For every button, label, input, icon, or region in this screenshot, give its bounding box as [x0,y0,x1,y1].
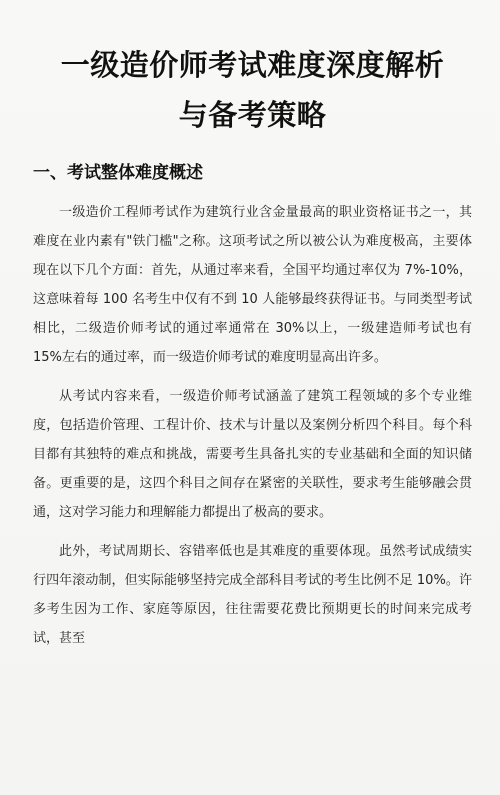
paragraph-3: 此外，考试周期长、容错率低也是其难度的重要体现。虽然考试成绩实行四年滚动制，但实际能够坚持完成全部科目考试的考生比例不足 10%。许多考生因为工作、家庭等原因，往往需要花费比预期更长的时间来完成考试，甚至 [33,544,472,646]
title-line-1: 一级造价师考试难度深度解析 [60,48,445,82]
title-line-2: 与备考策略 [178,98,327,132]
section-heading: 一、考试整体难度概述 [33,163,203,183]
paragraph-2: 从考试内容来看，一级造价师考试涵盖了建筑工程领域的多个专业维度，包括造价管理、工程计价、技术与计量以及案例分析四个科目。每个科目都有其独特的难点和挑战，需要考生具备扎实的专业基础和全面的知识储备。更重要的是，这四个科目之间存在紧密的关联性，要求考生能够融会贯通，这对学习能力和理解能力都提出了极高的要求。 [33,389,472,520]
paragraph-1: 一级造价工程师考试作为建筑行业含金量最高的职业资格证书之一，其难度在业内素有"铁门槛"之称。这项考试之所以被公认为难度极高，主要体现在以下几个方面：首先，从通过率来看，全国平均通过率仅为 7%-10%，这意味着每 100 名考生中仅有不到 10 人能够最终获得证书。与同类型考试相比，二级造价师考试的通过率通常在 30%以上，一级建造师考试也有 15%左右的通过率，而一级造价师考试的难度明显高出许多。 [33,205,472,365]
document-title [33,40,472,140]
